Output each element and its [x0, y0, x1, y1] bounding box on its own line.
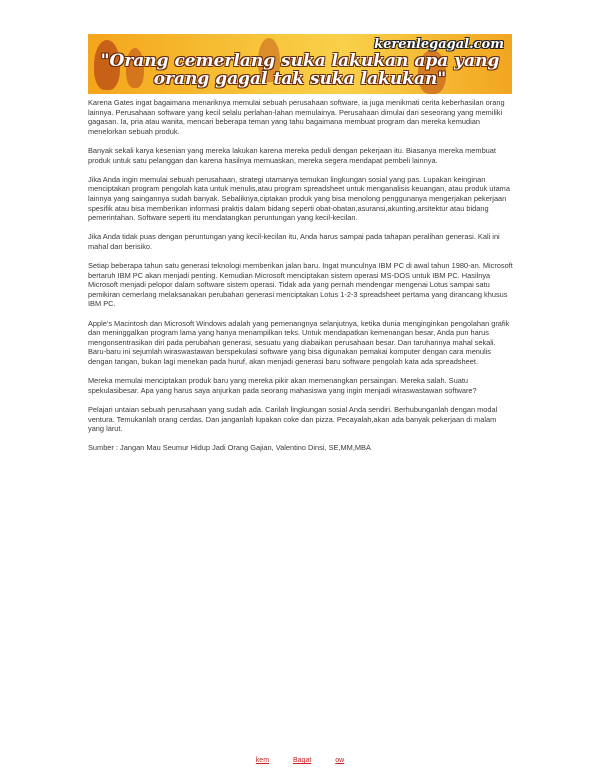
header-banner	[88, 34, 512, 94]
footer-link-kem[interactable]: kem	[255, 757, 270, 764]
footer-link-bagat[interactable]: Bagat	[292, 757, 312, 764]
article-paragraph: Banyak sekali karya kesenian yang mereka lakukan karena mereka peduli dengan pekerjaan itu. Biasanya mereka membuat produk untuk satu pelanggan dan karena hasilnya memuaskan, mereka segera mendapat pembeli lainnya.	[88, 145, 496, 165]
article-paragraph: Pelajari untaian sebuah perusahaan yang sudah ada. Carilah lingkungan sosial Anda sendiri. Berhubunganlah dengan modal ventura. Temukanlah orang cerdas. Dan janganlah lupakan coke dan pizza. Pecayalah,akan ada banyak pekerjaan di malam yang larut.	[88, 405, 498, 434]
footer-nav	[0, 757, 600, 764]
footer-link-ow[interactable]: ow	[335, 757, 345, 764]
article-source: Sumber : Jangan Mau Seumur Hidup Jadi Orang Gajian, Valentino Dinsi, SE,MM,MBA	[88, 443, 371, 453]
article-body	[88, 98, 514, 463]
site-logo-text: kerenlegagal.com	[374, 37, 504, 52]
banner-slogan-line1: "Orang cemerlang suka lakukan apa yang	[100, 51, 500, 71]
article-paragraph: Setiap beberapa tahun satu generasi teknologi memberikan jalan baru. Ingat munculnya IBM PC di awal tahun 1980-an. Microsoft bertaruh IBM PC akan menjadi penting. Kemudian Microsoft menciptakan sistem operasi MS-DOS untuk IBM PC. Hasilnya Microsoft menjadi pelopor dalam software sistem operasi. Tidak ada yang pernah mendengar mengenai Lotus sampai satu pemikiran cemerlang melaksanakan perubahan generasi menciptakan Lotus 1-2-3 spreadsheet pertama yang dirancang khusus IBM PC.	[88, 261, 513, 309]
banner-slogan-line2: orang gagal tak suka lakukan"	[153, 69, 447, 89]
article-paragraph: Jika Anda ingin memulai sebuah perusahaan, strategi utamanya temukan lingkungan sosial yang pas. Lupakan keinginan menciptakan program pengolah kata untuk menulis,atau program spreadsheet untuk menganalisis keuangan, atau produk utama lainnya yang saingannya sudah banyak. Sebaliknya,ciptakan produk yang bisa menolong penggunanya mengerjakan pekerjaan spesifik atau bisa memberikan informasi praktis dalam bidang seperti obat-obatan,asuransi,akunting,arsitektur atau bidang pemerintahan. Software seperti itu mendatangkan peruntungan yang kecil-kecilan.	[88, 174, 510, 223]
article-paragraph: Apple's Macintosh dan Microsoft Windows adalah yang pemenangnya selanjutnya, ketika dunia menginginkan pengolahan grafik dan meninggalkan program lama yang hanya menampilkan teks. Untuk mendapatkan kemenangan besar, Anda pun harus mengonsentrasikan diri pada perubahan generasi, sesuatu yang diabaikan perusahaan besar. Dan taruhannya mahal sekali. Baru-baru ini sejumlah wiraswastawan berspekulasi software yang bisa digunakan pemakai komputer dengan cara menulis dengan tangan, bukan lagi menekan pada huruf, akan menjadi generasi baru software pengolah kata ada spreadsheet.	[88, 318, 510, 367]
article-paragraph: Karena Gates ingat bagaimana menariknya memulai sebuah perusahaan software, ia juga menikmati cerita keberhasilan orang lainnya. Perusahaan software yang kecil selalu perlahan-lahan memulainya. Perusahaan dimulai dari seseorang yang memiliki gagasan. Ia, pria atau wanita, mencari beberapa teman yang tahu bagaimana membuat program dan mereka kemudian menelorkan sebuah produk.	[88, 98, 505, 136]
article-paragraph: Mereka memulai menciptakan produk baru yang mereka pikir akan memenangkan persaingan. Mereka salah. Suatu spekulasibesar. Apa yang harus saya anjurkan pada seorang mahasiswa yang ingin menjadi wiraswastawan software?	[88, 376, 477, 395]
article-paragraph: Jika Anda tidak puas dengan peruntungan yang kecil-kecilan itu, Anda harus sampai pada tahapan peralihan generasi. Kali ini mahal dan berisiko.	[88, 232, 500, 251]
